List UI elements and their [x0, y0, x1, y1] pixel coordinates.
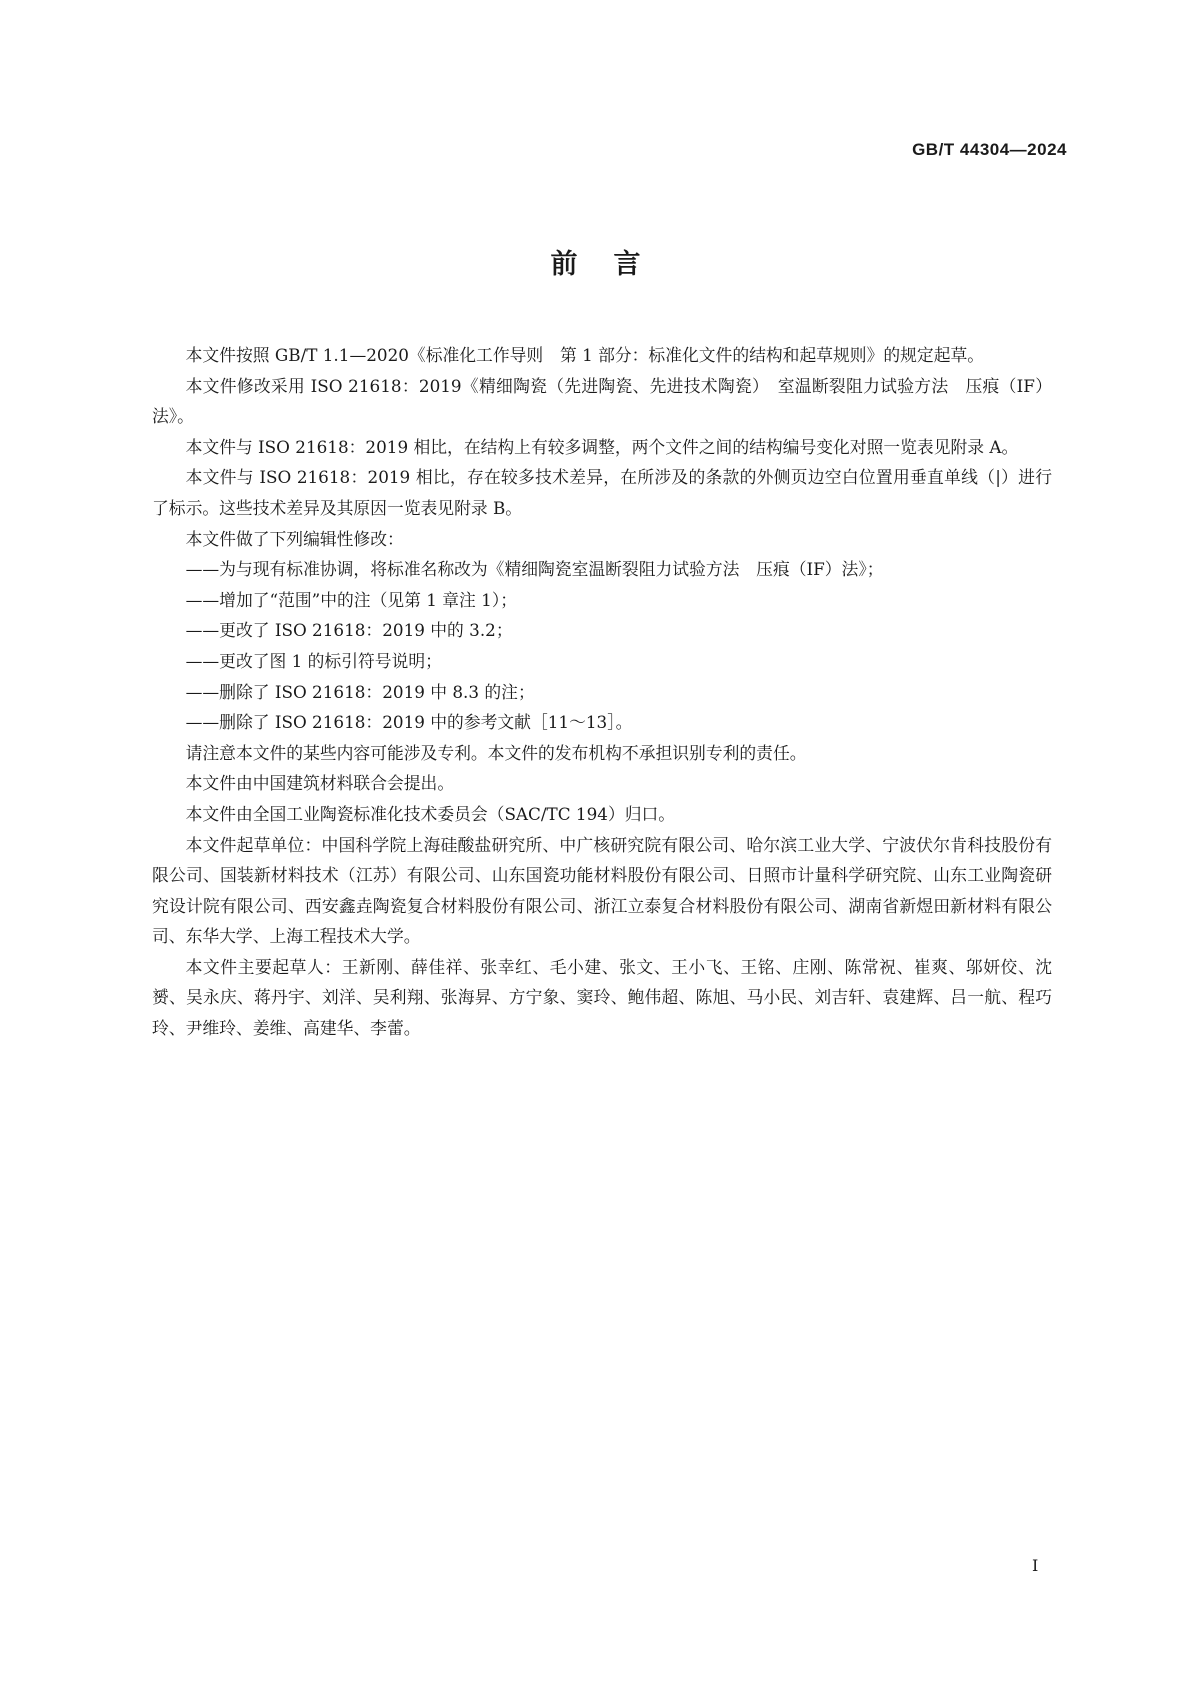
paragraph-proposer: 本文件由中国建筑材料联合会提出。 — [185, 773, 455, 794]
paragraph-editorial-intro: 本文件做了下列编辑性修改： — [185, 528, 404, 549]
page-title: 前言 — [550, 249, 677, 280]
page-number: I — [1032, 1556, 1039, 1575]
list-item: ——更改了图 1 的标引符号说明； — [185, 650, 442, 671]
list-item: ——删除了 ISO 21618：2019 中的参考文献［11～13］。 — [185, 712, 633, 733]
paragraph-drafting-units: 本文件起草单位：中国科学院上海硅酸盐研究所、中广核研究院有限公司、哈尔滨工业大学、宁波伏尔肯科技股份有限公司、国装新材料技术（江苏）有限公司、山东国瓷功能材料股份有限公司、日照市计量科学研究院、山东工业陶瓷研究设计院有限公司、西安鑫垚陶瓷复合材料股份有限公司、浙江立泰复合材料股份有限公司、湖南省新煜田新材料有限公司、东华大学、上海工程技术大学。 — [152, 834, 1052, 947]
paragraph-structure-changes: 本文件与 ISO 21618：2019 相比，在结构上有较多调整，两个文件之间的结构编号变化对照一览表见附录 A。 — [185, 436, 1019, 457]
list-item: ——为与现有标准协调，将标准名称改为《精细陶瓷室温断裂阻力试验方法 压痕（IF）法》； — [185, 559, 884, 580]
paragraph-drafting-rules: 本文件按照 GB/T 1.1—2020《标准化工作导则 第 1 部分：标准化文件的结构和起草规则》的规定起草。 — [185, 345, 985, 365]
list-item: ——增加了“范围”中的注（见第 1 章注 1）； — [185, 589, 517, 610]
paragraph-adoption: 本文件修改采用 ISO 21618：2019《精细陶瓷（先进陶瓷、先进技术陶瓷） 室温断裂阻力试验方法 压痕（IF）法》。 — [152, 375, 1052, 427]
list-item: ——更改了 ISO 21618：2019 中的 3.2； — [185, 620, 513, 641]
paragraph-drafters: 本文件主要起草人：王新刚、薛佳祥、张幸红、毛小建、张文、王小飞、王铭、庄刚、陈常祝、崔爽、邬妍佼、沈赟、吴永庆、蒋丹宇、刘洋、吴利翔、张海昇、方宁象、窦玲、鲍伟超、陈旭、马小民、刘吉轩、袁建辉、吕一航、程巧玲、尹维玲、姜维、高建华、李蕾。 — [152, 956, 1052, 1039]
list-item: ——删除了 ISO 21618：2019 中 8.3 的注； — [185, 681, 535, 702]
paragraph-technical-differences: 本文件与 ISO 21618：2019 相比，存在较多技术差异，在所涉及的条款的外侧页边空白位置用垂直单线（|）进行了标示。这些技术差异及其原因一览表见附录 B。 — [152, 467, 1052, 518]
standard-code: GB/T 44304—2024 — [912, 140, 1067, 159]
paragraph-committee: 本文件由全国工业陶瓷标准化技术委员会（SAC/TC 194）归口。 — [185, 803, 676, 824]
paragraph-patent-notice: 请注意本文件的某些内容可能涉及专利。本文件的发布机构不承担识别专利的责任。 — [185, 742, 807, 763]
foreword-body — [152, 340, 1052, 1044]
